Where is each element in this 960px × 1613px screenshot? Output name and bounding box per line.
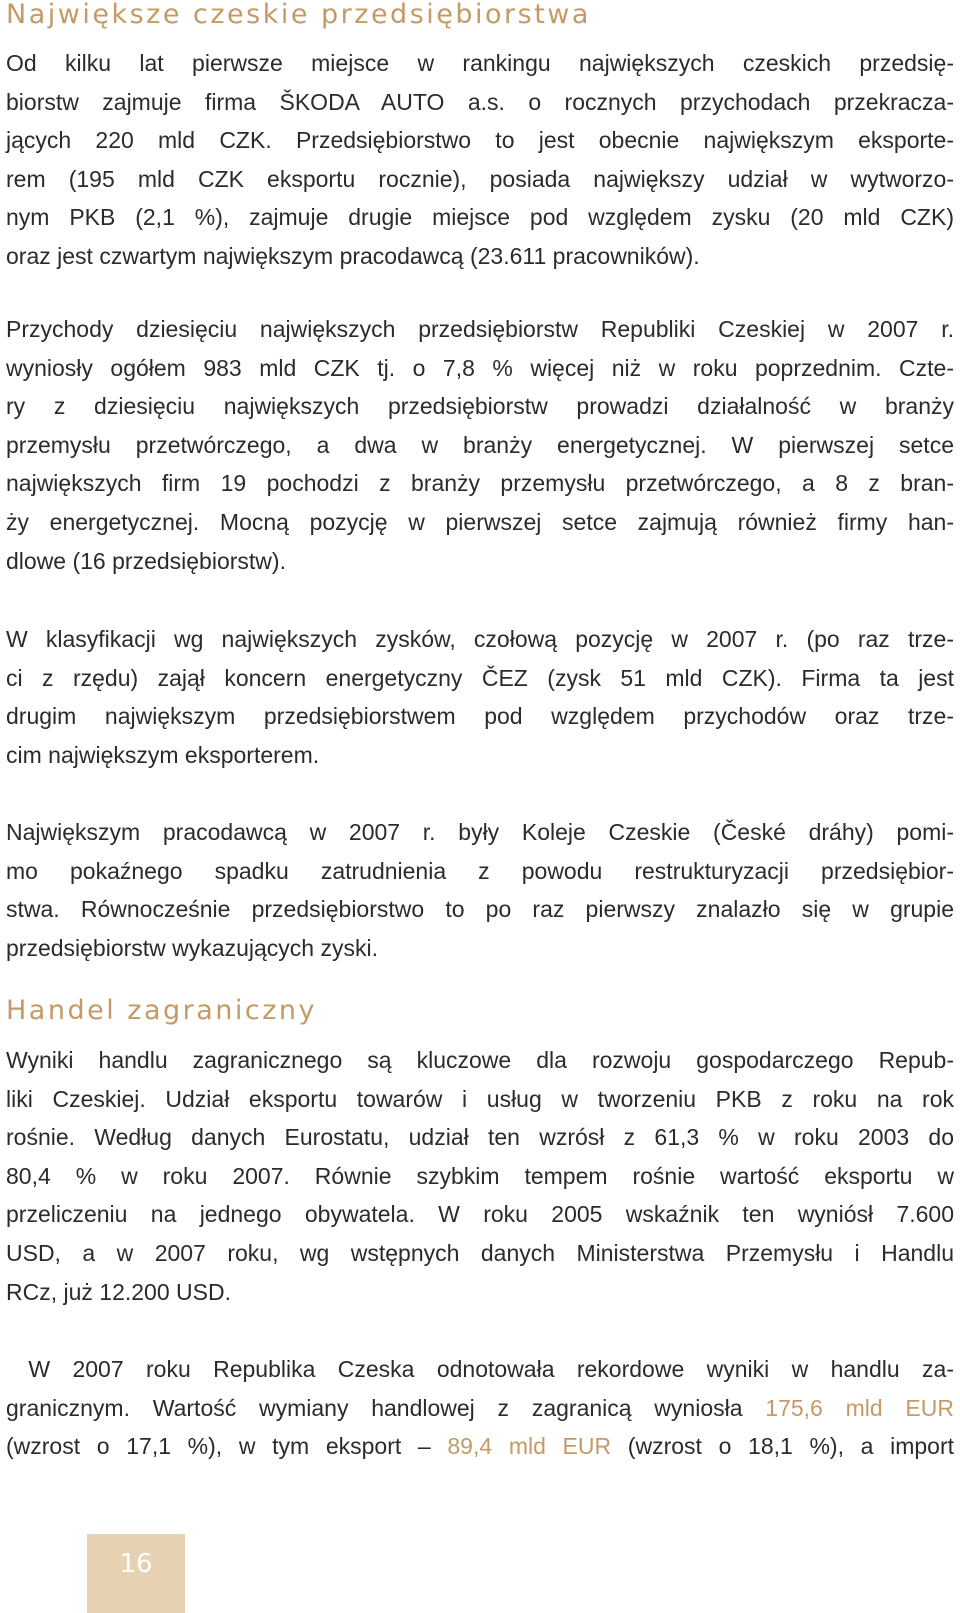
text-line: W klasyfikacji wg największych zysków, czołową pozycję w 2007 r. (po raz trze- [6, 626, 954, 652]
text-line: rośnie. Według danych Eurostatu, udział ten wzrósł z 61,3 % w roku 2003 do [6, 1124, 954, 1151]
section-heading-foreign-trade: Handel zagraniczny [6, 995, 318, 1026]
text-line: największych firm 19 pochodzi z branży przemysłu przetwórczego, a 8 z bran- [6, 470, 954, 497]
text-line: oraz jest czwartym największym pracodawcą (23.611 pracowników). [6, 242, 700, 269]
text-line: Od kilku lat pierwsze miejsce w rankingu największych czeskich przedsię- [6, 50, 954, 76]
text-line: dlowe (16 przedsiębiorstw). [6, 547, 286, 574]
paragraph-largest-employer [6, 813, 954, 967]
text-line: stwa. Równocześnie przedsiębiorstwo to po raz pierwszy znalazło się w grupie [6, 896, 954, 923]
text-line: RCz, już 12.200 USD. [6, 1278, 231, 1305]
text-line: przeliczeniu na jednego obywatela. W roku 2005 wskaźnik ten wyniósł 7.600 [6, 1201, 954, 1228]
text-line: ży energetycznej. Mocną pozycję w pierwszej setce zajmują również firmy han- [6, 508, 954, 535]
section-heading-largest-companies: Największe czeskie przedsiębiorstwa [6, 0, 591, 30]
text-line: jących 220 mld CZK. Przedsiębiorstwo to jest obecnie największym eksporte- [6, 127, 954, 154]
paragraph-record-trade [6, 1350, 954, 1466]
text-line: drugim największym przedsiębiorstwem pod względem przychodów oraz trze- [6, 703, 954, 730]
text-line: rem (195 mld CZK eksportu rocznie), posiada największy udział w wytworzo- [6, 165, 954, 192]
paragraph-foreign-trade-results [6, 1041, 954, 1311]
text-line: Przychody dziesięciu największych przedsiębiorstw Republiki Czeskiej w 2007 r. [6, 316, 954, 342]
text-fragment: (wzrost o 17,1 %), w tym eksport – [6, 1433, 448, 1460]
text-line: ci z rzędu) zajął koncern energetyczny ČEZ (zysk 51 mld CZK). Firma ta jest [6, 664, 954, 691]
paragraph-top-ten-revenue [6, 310, 954, 580]
trade-value-highlight: 175,6 mld EUR [765, 1394, 954, 1421]
paragraph-skoda [6, 44, 954, 276]
text-line: przemysłu przetwórczego, a dwa w branży energetycznej. W pierwszej setce [6, 431, 954, 458]
text-line: wyniosły ogółem 983 mld CZK tj. o 7,8 % więcej niż w roku poprzednim. Czte- [6, 354, 954, 381]
text-line: 80,4 % w roku 2007. Równie szybkim tempem rośnie wartość eksportu w [6, 1162, 954, 1189]
text-line [6, 1389, 954, 1428]
paragraph-profits-cez [6, 620, 954, 774]
text-line: liki Czeskiej. Udział eksportu towarów i usług w tworzeniu PKB z roku na rok [6, 1085, 954, 1112]
text-line: Największym pracodawcą w 2007 r. były Koleje Czeskie (České dráhy) pomi- [6, 819, 954, 845]
text-line: mo pokaźnego spadku zatrudnienia z powodu restrukturyzacji przedsiębior- [6, 857, 954, 884]
page-number: 16 [87, 1534, 185, 1613]
text-line: ry z dziesięciu największych przedsiębiorstw prowadzi działalność w branży [6, 393, 954, 420]
text-line: cim największym eksporterem. [6, 741, 320, 768]
text-fragment: granicznym. Wartość wymiany handlowej z zagranicą wyniosła [6, 1394, 766, 1421]
text-line: przedsiębiorstw wykazujących zyski. [6, 934, 378, 961]
text-fragment: (wzrost o 18,1 %), a import [611, 1433, 954, 1460]
text-line [6, 1427, 954, 1466]
text-line: USD, a w 2007 roku, wg wstępnych danych Ministerstwa Przemysłu i Handlu [6, 1239, 954, 1266]
text-line: biorstw zajmuje firma ŠKODA AUTO a.s. o rocznych przychodach przekracza- [6, 88, 954, 115]
text-line: Wyniki handlu zagranicznego są kluczowe dla rozwoju gospodarczego Repub- [6, 1047, 954, 1073]
text-line: nym PKB (2,1 %), zajmuje drugie miejsce pod względem zysku (20 mld CZK) [6, 204, 954, 231]
text-line: W 2007 roku Republika Czeska odnotowała rekordowe wyniki w handlu za- [6, 1356, 954, 1382]
export-value-highlight: 89,4 mld EUR [447, 1433, 612, 1460]
